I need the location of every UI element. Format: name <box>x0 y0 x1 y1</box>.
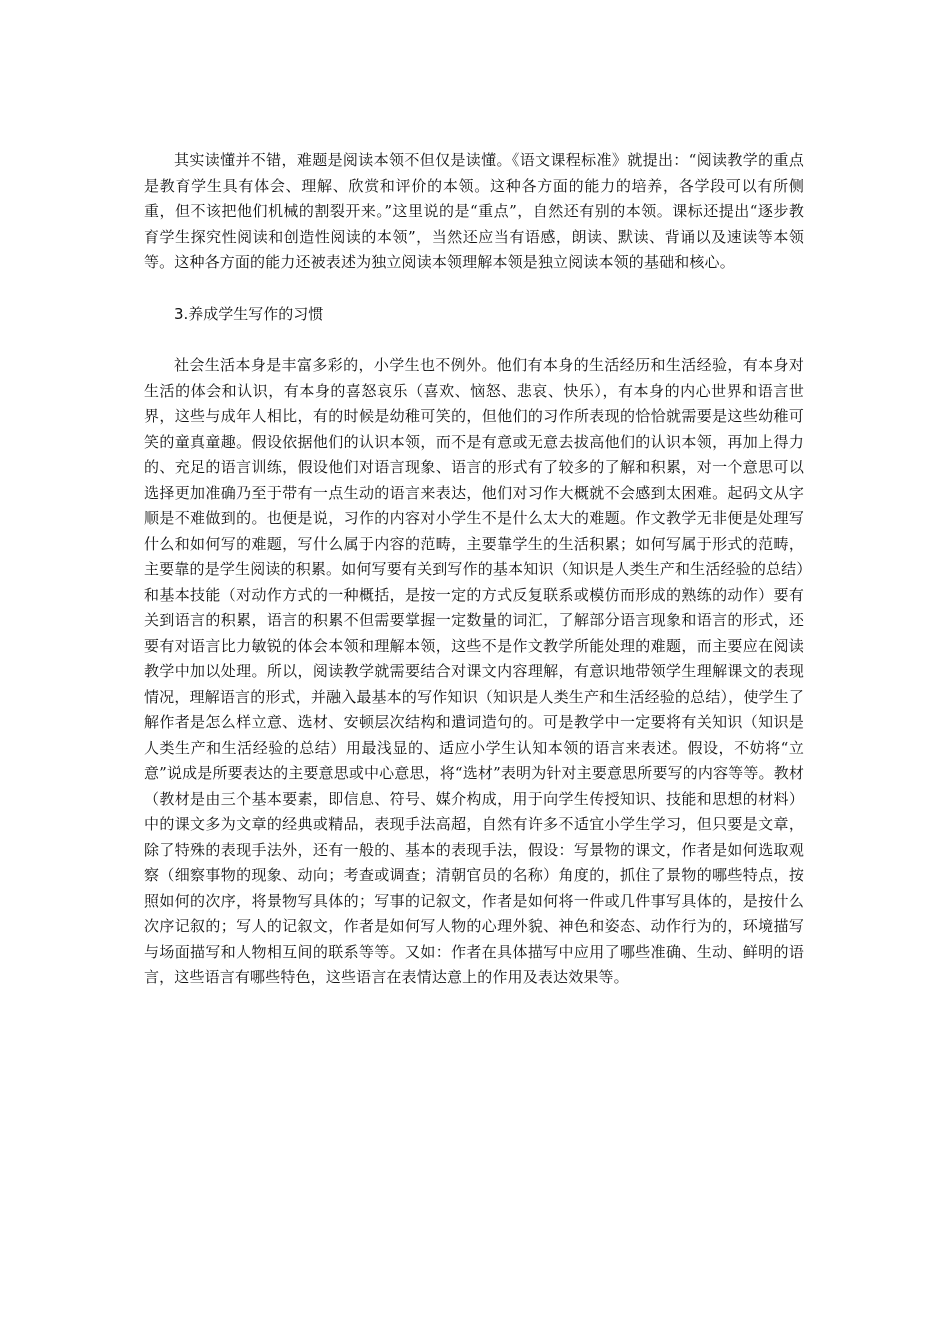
spacer <box>144 276 804 302</box>
section-heading: 3.养成学生写作的习惯 <box>174 304 324 323</box>
spacer <box>144 327 804 353</box>
paragraph-reading-ability: 其实读懂并不错，难题是阅读本领不但仅是读懂。《语文课程标准》就提出：“阅读教学的重点是教育学生具有体会、理解、欣赏和评价的本领。这种各方面的能力的培养，各学段可以有所侧重，但不该把他们机械的割裂开来。”这里说的是“重点”，自然还有别的本领。课标还提出“逐步教育学生探究性阅读和创造性阅读的本领”，当然还应当有语感，朗读、默读、背诵以及速读等本领等。这种各方面的能力还被表述为独立阅读本领理解本领是独立阅读本领的基础和核心。 <box>144 151 804 271</box>
paragraph-writing-habit: 社会生活本身是丰富多彩的，小学生也不例外。他们有本身的生活经历和生活经验，有本身对生活的体会和认识，有本身的喜怒哀乐（喜欢、恼怒、悲哀、快乐），有本身的内心世界和语言世界，这些与成年人相比，有的时候是幼稚可笑的，但他们的习作所表现的恰恰就需要是这些幼稚可笑的童真童趣。假设依据他们的认识本领，而不是有意或无意去拔高他们的认识本领，再加上得力的、充足的语言训练，假设他们对语言现象、语言的形式有了较多的了解和积累，对一个意思可以选择更加准确乃至于带有一点生动的语言来表达，他们对习作大概就不会感到太困难。起码文从字顺是不难做到的。也便是说，习作的内容对小学生不是什么太大的难题。作文教学无非便是处理写什么和如何写的难题，写什么属于内容的范畴，主要靠学生的生活积累；如何写属于形式的范畴，主要靠的是学生阅读的积累。如何写要有关到写作的基本知识（知识是人类生产和生活经验的总结）和基本技能（对动作方式的一种概括，是按一定的方式反复联系或模仿而形成的熟练的动作）要有关到语言的积累，语言的积累不但需要掌握一定数量的词汇，了解部分语言现象和语言的形式，还要有对语言比力敏锐的体会本领和理解本领，这些不是作文教学所能处理的难题，而主要应在阅读教学中加以处理。所以，阅读教学就需要结合对课文内容理解，有意识地带领学生理解课文的表现情况，理解语言的形式，并融入最基本的写作知识（知识是人类生产和生活经验的总结），使学生了解作者是怎么样立意、选材、安顿层次结构和遣词造句的。可是教学中一定要将有关知识（知识是人类生产和生活经验的总结）用最浅显的、适应小学生认知本领的语言来表述。假设，不妨将“立意”说成是所要表达的主要意思或中心意思，将“选材”表明为针对主要意思所要写的内容等等。教材（教材是由三个基本要素，即信息、符号、媒介构成，用于向学生传授知识、技能和思想的材料）中的课文多为文章的经典或精品，表现手法高超，自然有许多不适宜小学生学习，但只要是文章，除了特殊的表现手法外，还有一般的、基本的表现手法，假设：写景物的课文，作者是如何选取观察（细察事物的现象、动向；考查或调查；清朝官员的名称）角度的，抓住了景物的哪些特点，按照如何的次序，将景物写具体的；写事的记叙文，作者是如何将一件或几件事写具体的，是按什么次序记叙的；写人的记叙文，作者是如何写人物的心理外貌、神色和姿态、动作行为的，环境描写与场面描写和人物相互间的联系等等。又如：作者在具体描写中应用了哪些准确、生动、鲜明的语言，这些语言有哪些特色，这些语言在表情达意上的作用及表达效果等。 <box>144 356 804 986</box>
document-page <box>144 148 804 991</box>
